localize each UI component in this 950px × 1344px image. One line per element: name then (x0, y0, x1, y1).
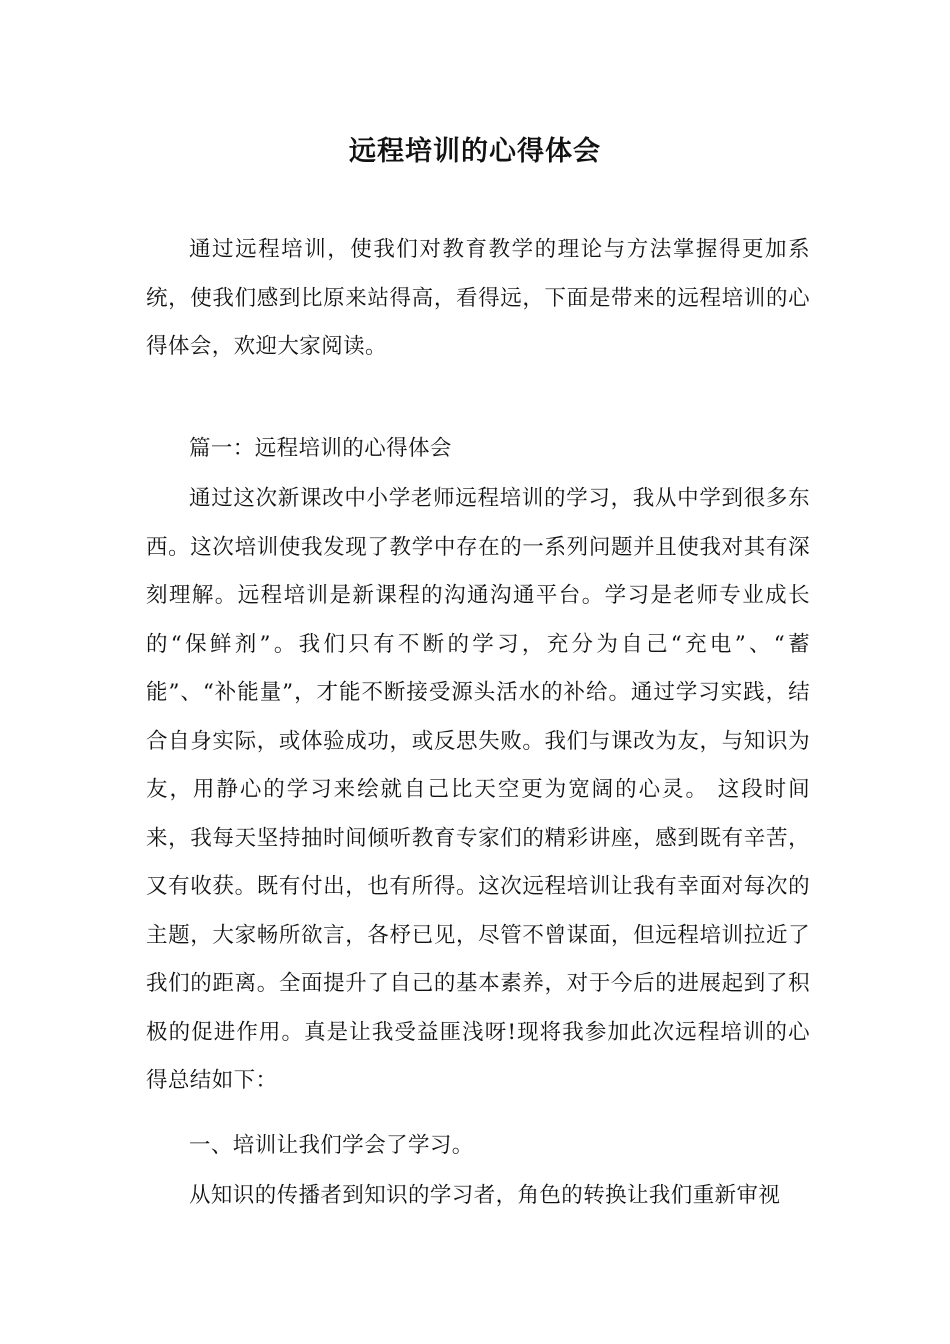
section-heading: 篇一：远程培训的心得体会 (189, 436, 452, 461)
point-body-paragraph: 从知识的传播者到知识的学习者，角色的转换让我们重新审视 (189, 1183, 781, 1208)
point-heading: 一、培训让我们学会了学习。 (189, 1133, 474, 1158)
section-body-paragraph: 通过这次新课改中小学老师远程培训的学习，我从中学到很多东西。这次培训使我发现了教学中存在的一系列问题并且使我对其有深刻理解。远程培训是新课程的沟通沟通平台。学习是老师专业成长的“保鲜剂”。我们只有不断的学习，充分为自己“充电”、“蓄能”、“补能量”，才能不断接受源头活水的补给。通过学习实践，结合自身实际，或体验成功，或反思失败。我们与课改为友，与知识为友，用静心的学习来绘就自己比天空更为宽阔的心灵。 这段时间来，我每天坚持抽时间倾听教育专家们的精彩讲座，感到既有辛苦，又有收获。既有付出，也有所得。这次远程培训让我有幸面对每次的主题，大家畅所欲言，各杼已见，尽管不曾谋面，但远程培训拉近了我们的距离。全面提升了自己的基本素养，对于今后的进展起到了积极的促进作用。真是让我受益匪浅呀!现将我参加此次远程培训的心得总结如下： (146, 486, 810, 1093)
intro-paragraph: 通过远程培训，使我们对教育教学的理论与方法掌握得更加系统，使我们感到比原来站得高，看得远，下面是带来的远程培训的心得体会，欢迎大家阅读。 (146, 237, 810, 359)
document-title: 远程培训的心得体会 (349, 136, 601, 167)
